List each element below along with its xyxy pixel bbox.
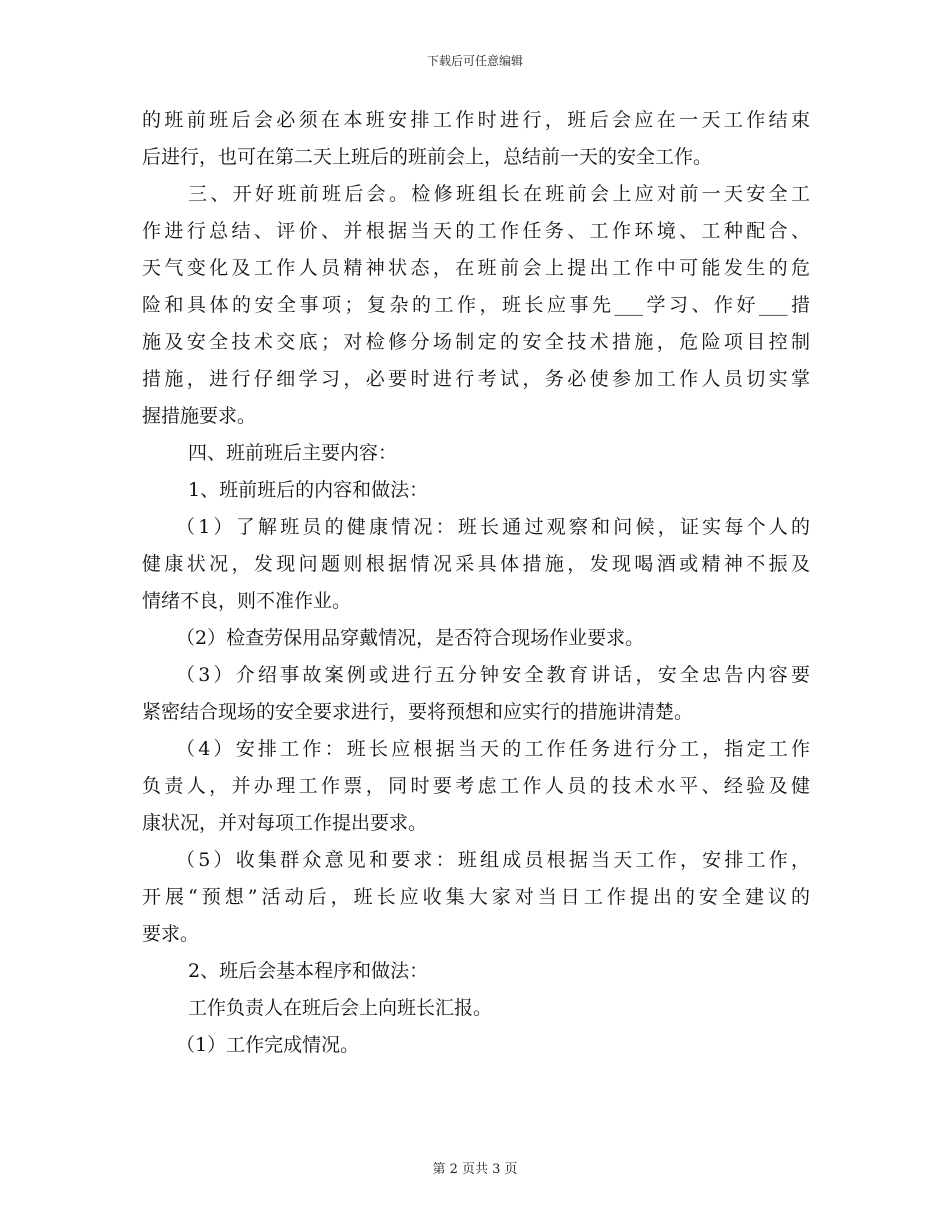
text-line: （4）安排工作：班长应根据当天的工作任务进行分工，指定工作 bbox=[176, 738, 810, 760]
text-line: 的班前班后会必须在本班安排工作时进行，班后会应在一天工作结束 bbox=[142, 109, 810, 131]
text-line: 要求。 bbox=[142, 923, 200, 945]
text-line: 四、班前班后主要内容： bbox=[188, 442, 398, 464]
text-line: 情绪不良，则不准作业。 bbox=[142, 590, 352, 612]
text-line: 施及安全技术交底；对检修分场制定的安全技术措施，危险项目控制 bbox=[142, 331, 810, 353]
text-line: 开展“预想”活动后，班长应收集大家对当日工作提出的安全建议的 bbox=[142, 886, 810, 908]
text-line: 康状况，并对每项工作提出要求。 bbox=[142, 812, 428, 834]
text-line: 1、班前班后的内容和做法： bbox=[188, 479, 429, 501]
text-line: 天气变化及工作人员精神状态，在班前会上提出工作中可能发生的危 bbox=[142, 257, 810, 279]
text-line: 紧密结合现场的安全要求进行，要将预想和应实行的措施讲清楚。 bbox=[142, 701, 694, 723]
text-line: 健康状况，发现问题则根据情况采具体措施，发现喝酒或精神不振及 bbox=[142, 553, 810, 575]
text-line: 险和具体的安全事项；复杂的工作，班长应事先___学习、作好___措 bbox=[142, 294, 810, 316]
text-line: 三、开好班前班后会。检修班组长在班前会上应对前一天安全工 bbox=[188, 183, 810, 205]
text-line: （5）收集群众意见和要求：班组成员根据当天工作，安排工作， bbox=[176, 849, 810, 871]
text-line: 工作负责人在班后会上向班长汇报。 bbox=[188, 997, 493, 1019]
text-line: 2、班后会基本程序和做法： bbox=[188, 960, 429, 982]
text-line: （1）了解班员的健康情况：班长通过观察和问候，证实每个人的 bbox=[176, 516, 810, 538]
text-line: （2）检查劳保用品穿戴情况，是否符合现场作业要求。 bbox=[176, 627, 645, 649]
text-line: 握措施要求。 bbox=[142, 405, 257, 427]
text-line: 后进行，也可在第二天上班后的班前会上，总结前一天的安全工作。 bbox=[142, 146, 713, 168]
text-line: 负责人，并办理工作票，同时要考虑工作人员的技术水平、经验及健 bbox=[142, 775, 810, 797]
text-line: （1）工作完成情况。 bbox=[176, 1034, 360, 1056]
text-line: （3）介绍事故案例或进行五分钟安全教育讲话，安全忠告内容要 bbox=[176, 664, 810, 686]
page-footer: 第 2 页共 3 页 bbox=[432, 1162, 518, 1177]
body-text bbox=[142, 107, 810, 1069]
page-header: 下载后可任意编辑 bbox=[426, 54, 523, 68]
text-line: 作进行总结、评价、并根据当天的工作任务、工作环境、工种配合、 bbox=[142, 220, 810, 242]
text-line: 措施，进行仔细学习，必要时进行考试，务必使参加工作人员切实掌 bbox=[142, 368, 810, 390]
